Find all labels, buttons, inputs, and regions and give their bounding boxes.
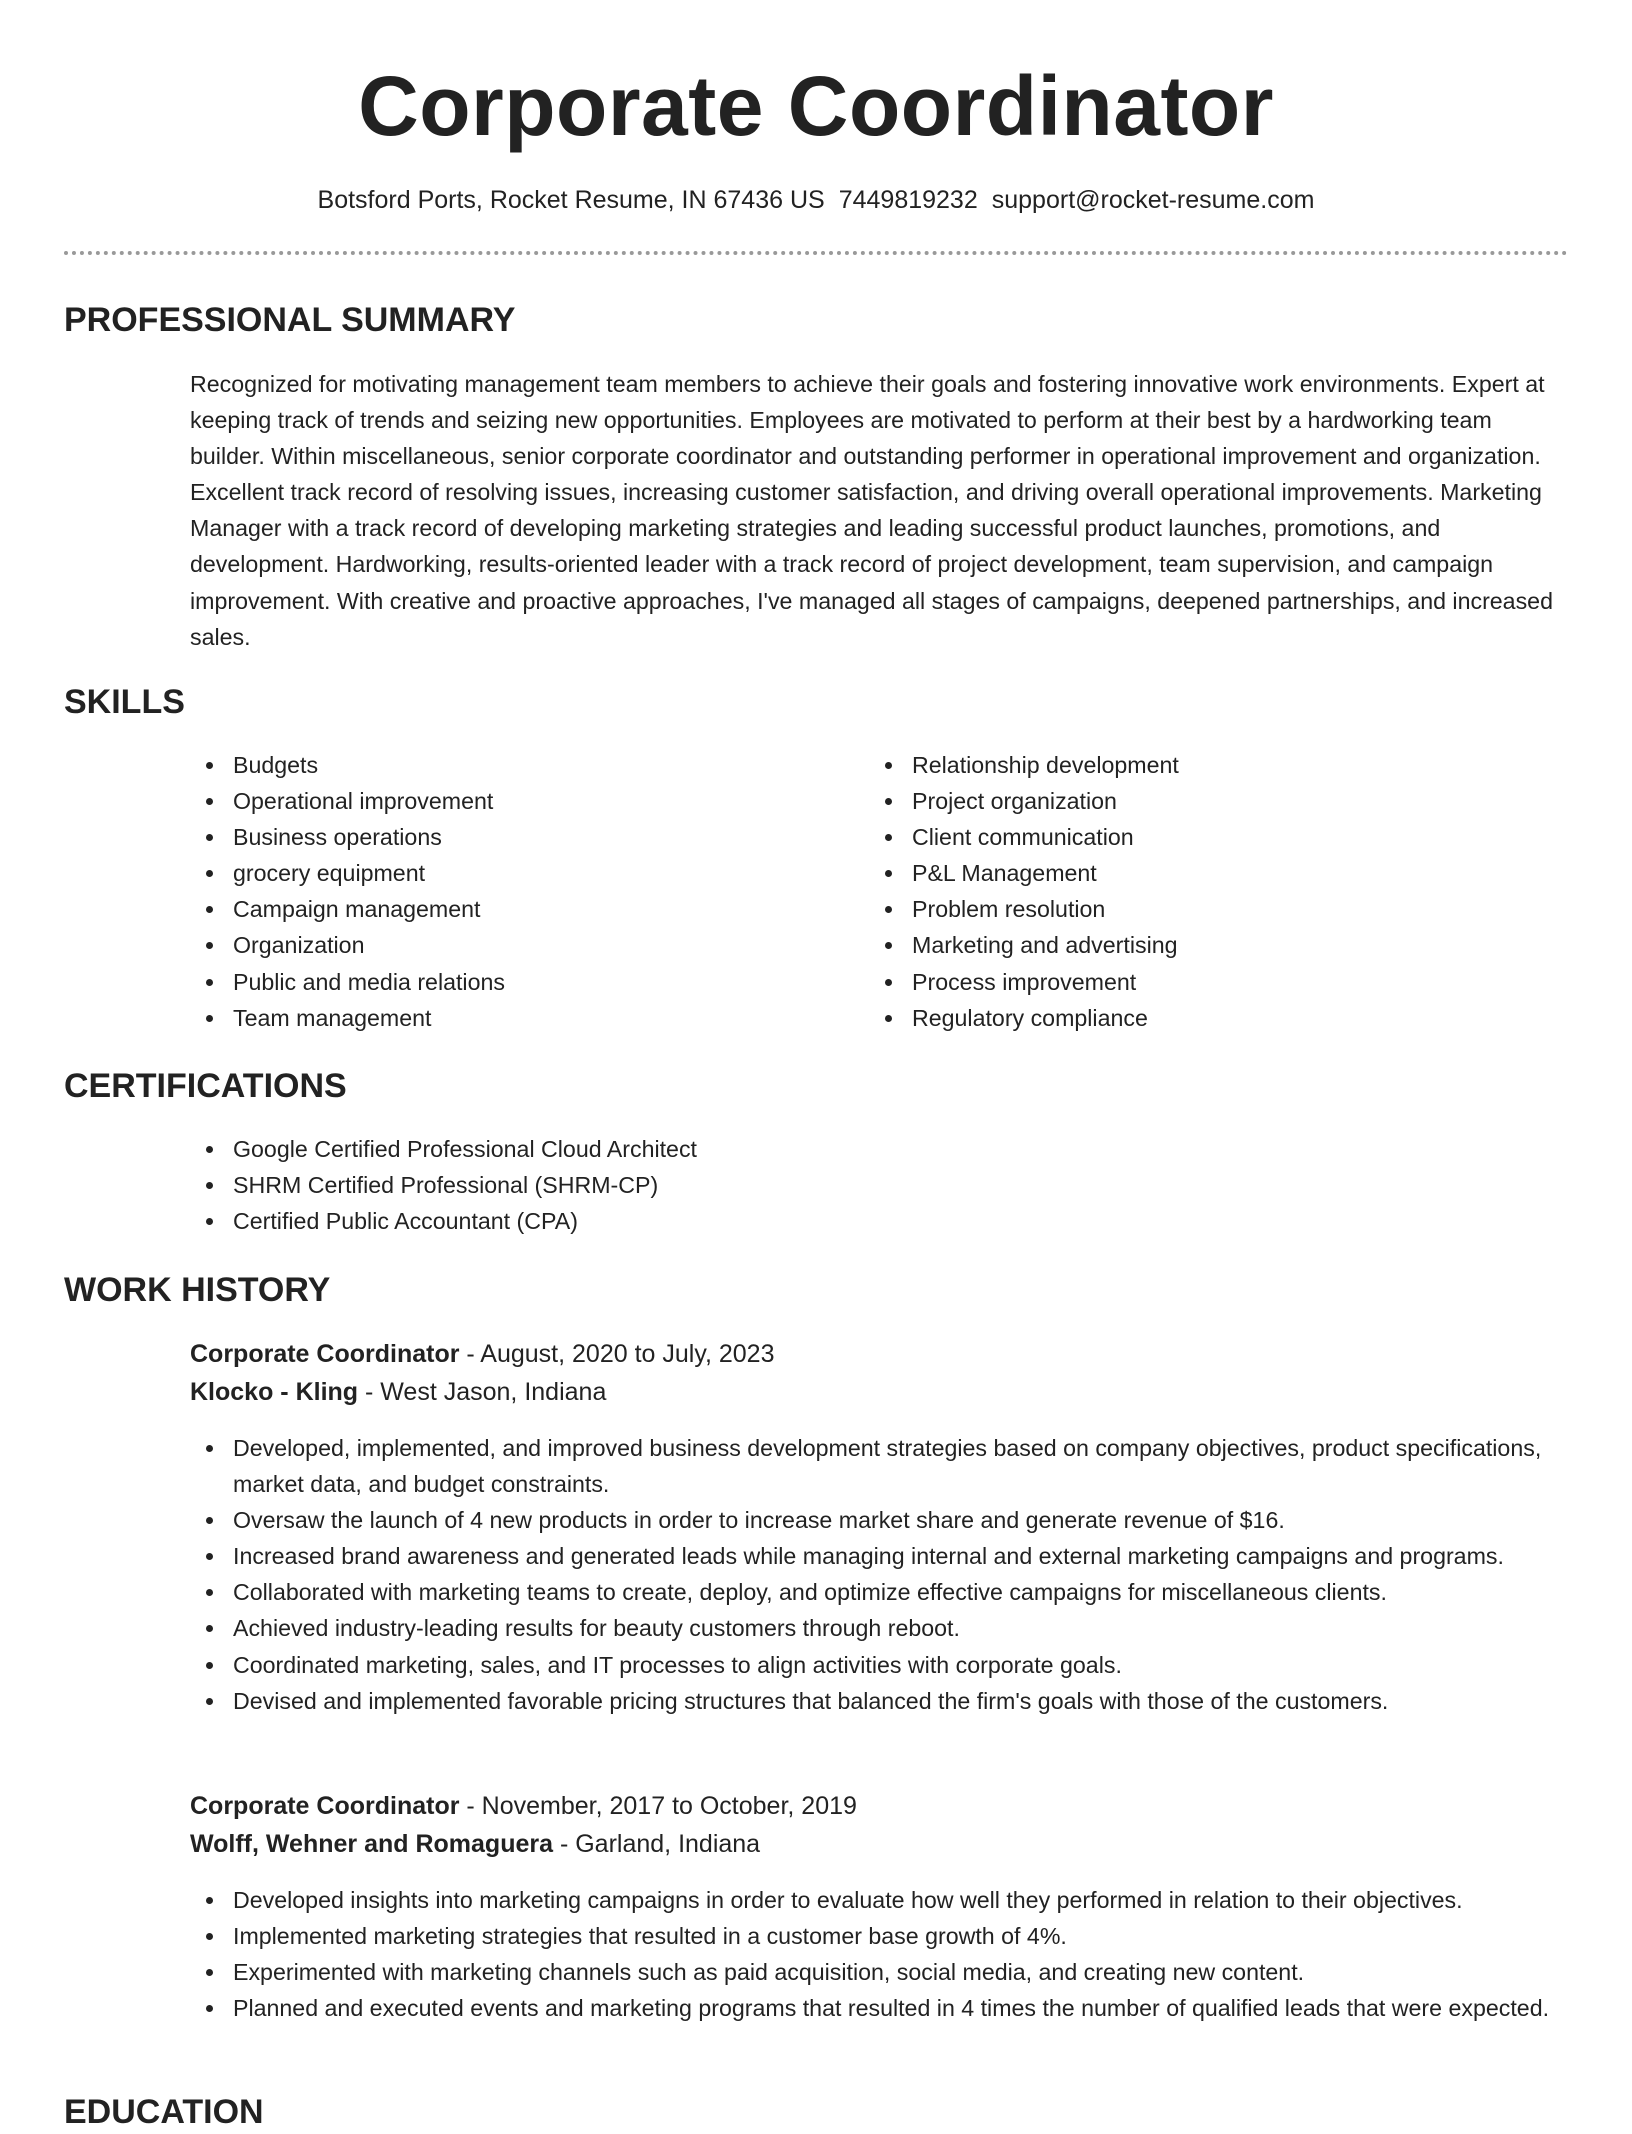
- skill-item: Process improvement: [869, 964, 1549, 1000]
- job-bullet: Oversaw the launch of 4 new products in order to increase market share and generate revenue of $16.: [190, 1502, 1580, 1538]
- skill-item: Project organization: [869, 783, 1549, 819]
- job-role: Corporate Coordinator: [190, 1340, 460, 1368]
- job-bullet: Developed, implemented, and improved business development strategies based on company objectives, product specifications, market data, and budget constraints.: [190, 1430, 1580, 1502]
- job-bullet: Implemented marketing strategies that resulted in a customer base growth of 4%.: [190, 1918, 1580, 1954]
- skill-item: Campaign management: [190, 891, 810, 927]
- job-bullet: Experimented with marketing channels such as paid acquisition, social media, and creating new content.: [190, 1954, 1580, 1990]
- job-location: West Jason, Indiana: [380, 1378, 607, 1406]
- resume-name: Corporate Coordinator: [358, 59, 1274, 153]
- skill-item: Marketing and advertising: [869, 927, 1549, 963]
- skill-item: Client communication: [869, 819, 1549, 855]
- skill-item: Business operations: [190, 819, 810, 855]
- skill-item: Budgets: [190, 747, 810, 783]
- job-bullet: Increased brand awareness and generated leads while managing internal and external marketing campaigns and programs.: [190, 1538, 1580, 1574]
- job-company-line: Klocko - Kling - West Jason, Indiana: [190, 1378, 607, 1406]
- job-bullets: [190, 1430, 1580, 1719]
- job-bullet: Developed insights into marketing campaigns in order to evaluate how well they performed in relation to their objectives.: [190, 1882, 1580, 1918]
- certification-item: Certified Public Accountant (CPA): [190, 1203, 1570, 1239]
- skill-item: Operational improvement: [190, 783, 810, 819]
- job-bullet: Devised and implemented favorable pricing structures that balanced the firm's goals with those of the customers.: [190, 1683, 1580, 1719]
- job-bullets: [190, 1882, 1580, 2026]
- skill-item: Relationship development: [869, 747, 1549, 783]
- certification-item: Google Certified Professional Cloud Architect: [190, 1131, 1570, 1167]
- job-bullet: Achieved industry-leading results for beauty customers through reboot.: [190, 1610, 1580, 1646]
- skills-list-right: [869, 747, 1549, 1036]
- skill-item: Regulatory compliance: [869, 1000, 1549, 1036]
- section-title-education: EDUCATION: [64, 2093, 264, 2131]
- skill-item: Problem resolution: [869, 891, 1549, 927]
- contact-phone: 7449819232: [838, 186, 978, 214]
- certification-item: SHRM Certified Professional (SHRM-CP): [190, 1167, 1570, 1203]
- job-bullet: Coordinated marketing, sales, and IT processes to align activities with corporate goals.: [190, 1647, 1580, 1683]
- header-divider: [64, 251, 1568, 255]
- job-location: Garland, Indiana: [575, 1830, 761, 1858]
- section-title-work-history: WORK HISTORY: [64, 1271, 331, 1309]
- contact-line: [0, 182, 1632, 218]
- skill-item: Team management: [190, 1000, 810, 1036]
- job-title-line: Corporate Coordinator - November, 2017 to October, 2019: [190, 1792, 857, 1820]
- job-company: Wolff, Wehner and Romaguera: [190, 1830, 554, 1858]
- certifications-list: [190, 1131, 1570, 1239]
- section-title-skills: SKILLS: [64, 683, 185, 721]
- job-bullet: Collaborated with marketing teams to create, deploy, and optimize effective campaigns for miscellaneous clients.: [190, 1574, 1580, 1610]
- job-title-line: Corporate Coordinator - August, 2020 to July, 2023: [190, 1340, 775, 1368]
- section-title-certifications: CERTIFICATIONS: [64, 1067, 347, 1105]
- job-dates: August, 2020 to July, 2023: [480, 1340, 775, 1368]
- contact-email: support@rocket-resume.com: [991, 186, 1315, 214]
- summary-text: Recognized for motivating management team members to achieve their goals and fostering innovative work environments. Expert at keeping track of trends and seizing new opportunities. Employees are motivated to perform at their best by a hardworking team builder. Within miscellaneous, senior corporate coordinator and outstanding performer in operational improvement and organization. Excellent track record of resolving issues, increasing customer satisfaction, and driving overall operational improvements. Marketing Manager with a track record of developing marketing strategies and leading successful product launches, promotions, and development. Hardworking, results-oriented leader with a track record of project development, team supervision, and campaign improvement. With creative and proactive approaches, I've managed all stages of campaigns, deepened partnerships, and increased sales.: [190, 371, 1553, 650]
- job-company-line: Wolff, Wehner and Romaguera - Garland, Indiana: [190, 1830, 761, 1858]
- skill-item: P&L Management: [869, 855, 1549, 891]
- skill-item: grocery equipment: [190, 855, 810, 891]
- section-title-summary: PROFESSIONAL SUMMARY: [64, 301, 516, 339]
- job-role: Corporate Coordinator: [190, 1792, 460, 1820]
- skill-item: Organization: [190, 927, 810, 963]
- job-company: Klocko - Kling: [190, 1378, 359, 1406]
- skills-list-left: [190, 747, 810, 1036]
- contact-address: Botsford Ports, Rocket Resume, IN 67436 US: [317, 186, 825, 214]
- job-dates: November, 2017 to October, 2019: [481, 1792, 857, 1820]
- skill-item: Public and media relations: [190, 964, 810, 1000]
- job-bullet: Planned and executed events and marketing programs that resulted in 4 times the number of qualified leads that were expected.: [190, 1990, 1580, 2026]
